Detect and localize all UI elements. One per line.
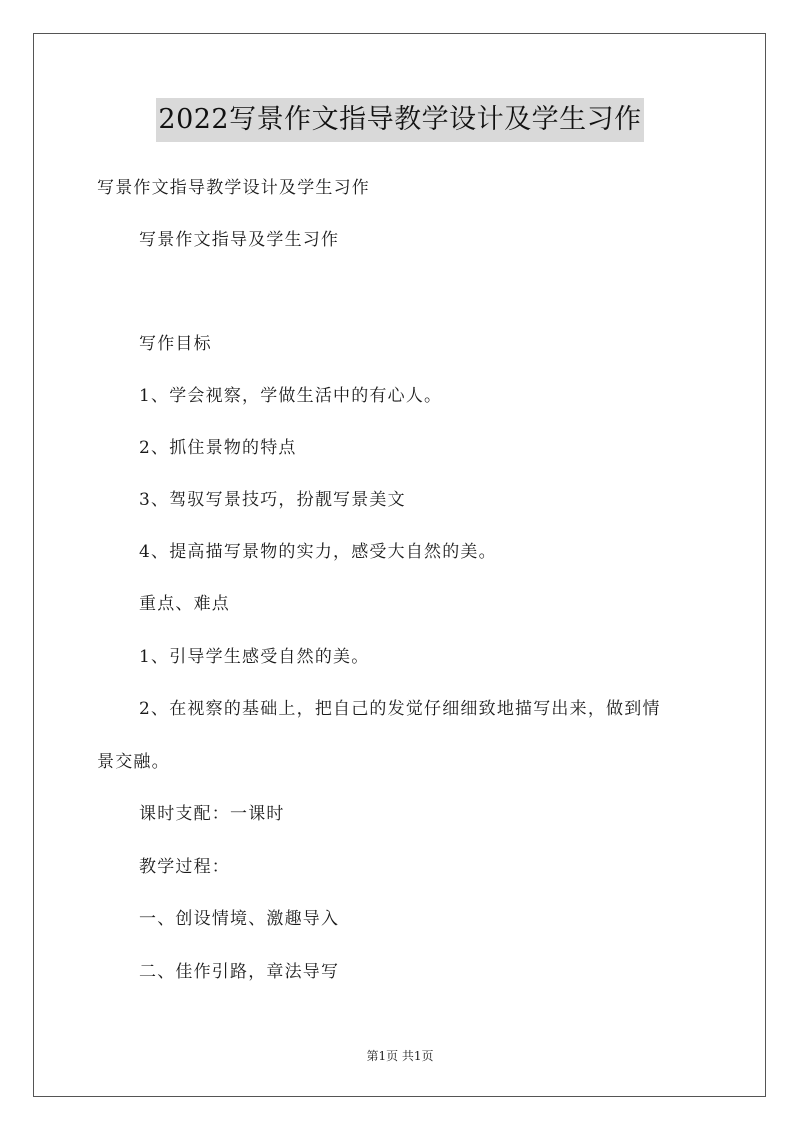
process-step-2: 二、佳作引路，章法导写 [139,962,340,982]
section-heading: 写景作文指导及学生习作 [139,230,340,250]
subtitle-line: 写景作文指导教学设计及学生习作 [97,178,370,198]
page-footer: 第1页 共1页 [366,1049,434,1063]
goal-item-2: 2、抓住景物的特点 [139,438,297,458]
goal-item-4: 4、提高描写景物的实力，感受大自然的美。 [139,542,497,562]
document-title: 2022写景作文指导教学设计及学生习作 [156,98,643,142]
key-points-heading: 重点、难点 [139,594,230,614]
goal-item-3: 3、驾驭写景技巧，扮靓写景美文 [139,490,406,510]
class-hours: 课时支配：一课时 [139,804,285,824]
key-point-2-continued: 景交融。 [97,752,170,772]
key-point-2: 2、在视察的基础上，把自己的发觉仔细细致地描写出来，做到情 [139,699,661,719]
process-step-1: 一、创设情境、激趣导入 [139,909,340,929]
title-container [0,98,800,142]
key-point-1: 1、引导学生感受自然的美。 [139,647,370,667]
process-heading: 教学过程： [139,857,230,877]
goals-heading: 写作目标 [139,334,212,354]
goal-item-1: 1、学会视察，学做生活中的有心人。 [139,386,443,406]
